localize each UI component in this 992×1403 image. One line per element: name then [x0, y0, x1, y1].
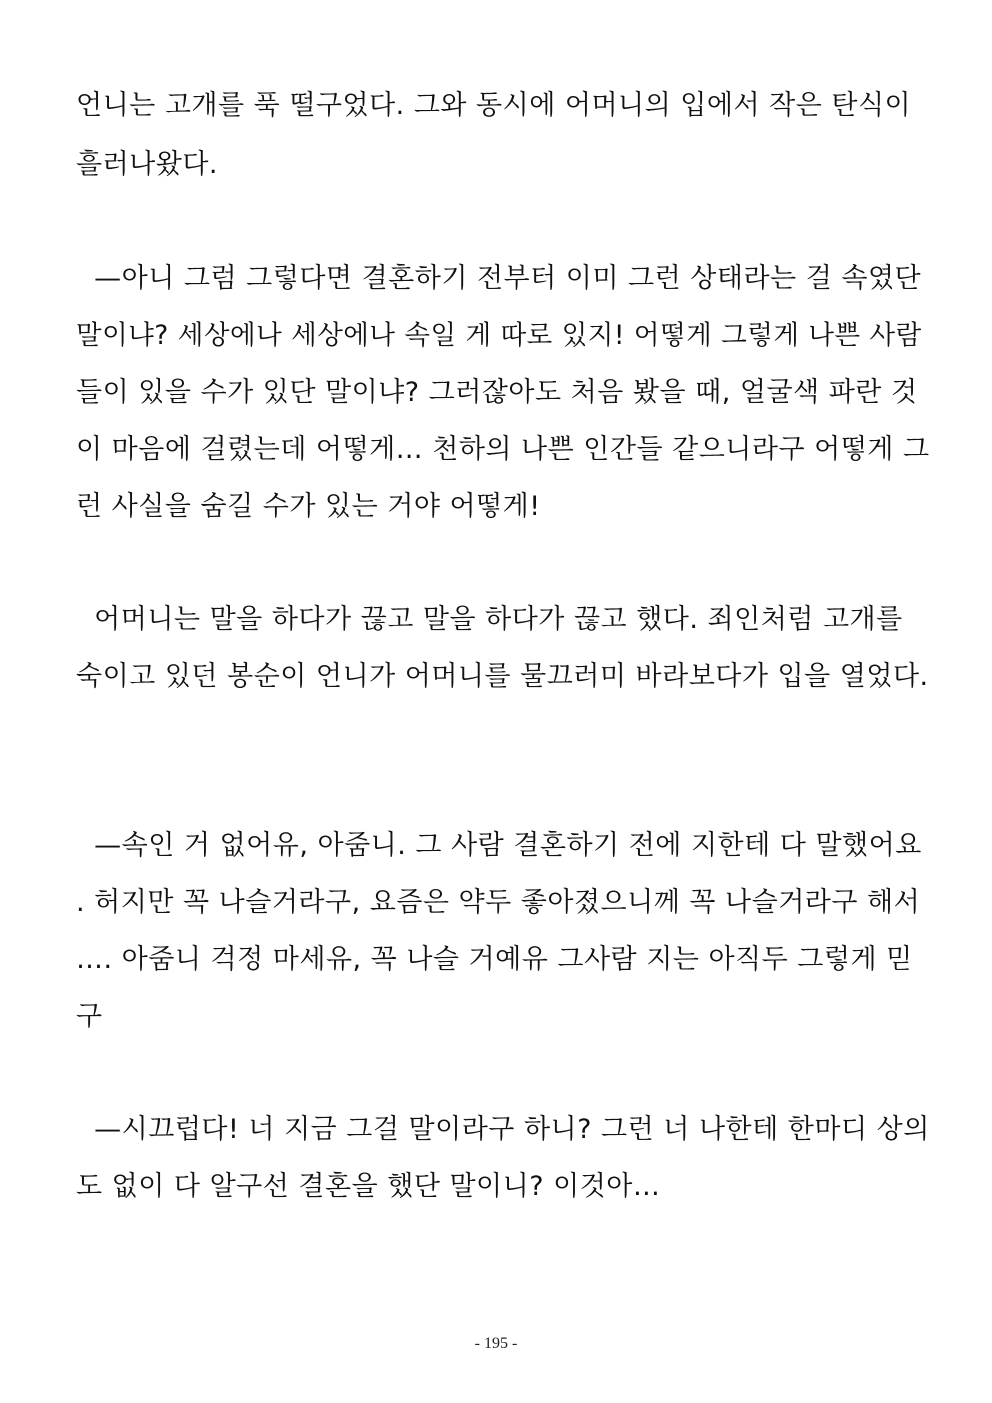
- text-line: . 허지만 꼭 나슬거라구, 요즘은 약두 좋아졌으니께 꼭 나슬거라구 해서: [76, 887, 921, 918]
- text-line: —아니 그럼 그렇다면 결혼하기 전부터 이미 그런 상태라는 걸 속였단: [76, 263, 922, 294]
- text-line: 어머니는 말을 하다가 끊고 말을 하다가 끊고 했다. 죄인처럼 고개를: [76, 604, 903, 635]
- text-line: 들이 있을 수가 있단 말이냐? 그러잖아도 처음 봤을 때, 얼굴색 파란 것: [76, 377, 918, 408]
- text-line: 구: [76, 1001, 103, 1032]
- text-line: 말이냐? 세상에나 세상에나 속일 게 따로 있지! 어떻게 그렇게 나쁜 사람: [76, 320, 922, 351]
- text-line: 런 사실을 숨길 수가 있는 거야 어떻게!: [76, 491, 541, 522]
- text-line: —시끄럽다! 너 지금 그걸 말이라구 하니? 그런 너 나한테 한마디 상의: [76, 1114, 930, 1145]
- text-line: 언니는 고개를 푹 떨구었다. 그와 동시에 어머니의 입에서 작은 탄식이: [76, 90, 912, 121]
- text-line: 이 마음에 걸렸는데 어떻게… 천하의 나쁜 인간들 같으니라구 어떻게 그: [76, 434, 930, 465]
- text-line: 도 없이 다 알구선 결혼을 했단 말이니? 이것아…: [76, 1171, 661, 1202]
- page-number: - 195 -: [474, 1335, 518, 1352]
- text-line: 숙이고 있던 봉순이 언니가 어머니를 물끄러미 바라보다가 입을 열었다.: [76, 661, 929, 692]
- text-line: 흘러나왔다.: [76, 149, 218, 180]
- text-line: …. 아줌니 걱정 마세유, 꼭 나슬 거예유 그사람 지는 아직두 그렇게 믿: [76, 944, 913, 975]
- text-line: —속인 거 없어유, 아줌니. 그 사람 결혼하기 전에 지한테 다 말했어요: [76, 830, 922, 861]
